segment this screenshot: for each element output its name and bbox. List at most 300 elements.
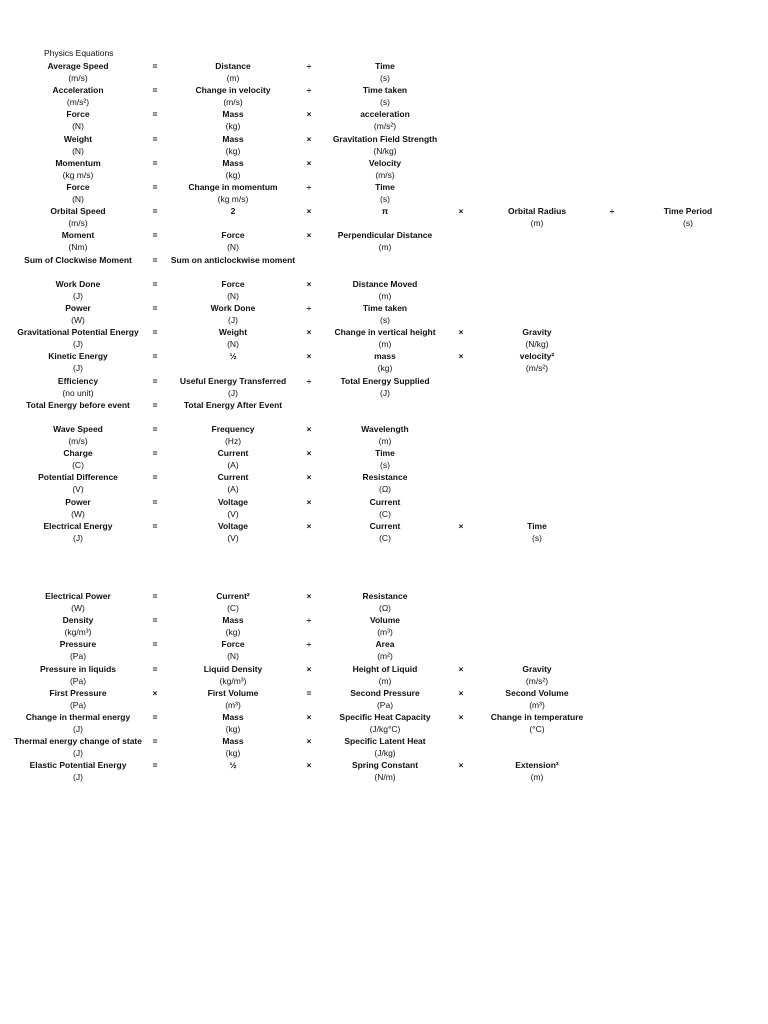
equation-term [145, 399, 321, 411]
term-unit: (kg) [225, 748, 241, 759]
equation-operator: ÷ [306, 639, 312, 650]
equation-term [145, 133, 321, 157]
term-unit: (m/s²) [525, 675, 549, 686]
equation-term [0, 496, 166, 520]
term-label: Useful Energy Transferred [179, 375, 287, 386]
equation-operator: × [306, 663, 312, 674]
equation-term [145, 326, 321, 350]
equation-operator: × [458, 206, 464, 217]
term-label: Force [66, 182, 90, 192]
equation-term [297, 447, 473, 471]
term-unit: (s) [380, 97, 390, 108]
term-unit: (Nm) [68, 242, 88, 253]
equation-term [0, 520, 166, 544]
term-label: Time [375, 61, 395, 71]
term-label: Thermal energy change of state [13, 736, 142, 747]
term-label: Specific Heat Capacity [339, 712, 431, 722]
term-unit: (kg) [225, 145, 241, 156]
term-label: Current [369, 520, 401, 531]
term-label: Acceleration [52, 85, 104, 96]
term-unit: (J) [380, 387, 390, 398]
equation-term [145, 60, 321, 84]
equation-term [297, 278, 473, 302]
term-unit: (s) [380, 460, 390, 471]
term-unit: (m/s) [68, 436, 88, 446]
term-unit: (m) [378, 675, 392, 686]
equation-term [0, 663, 166, 687]
equation-operator: × [306, 327, 312, 338]
equation-term [145, 759, 321, 771]
equation-operator: = [152, 85, 158, 96]
equation-term [297, 590, 473, 614]
equation-operator: × [458, 760, 464, 771]
equation-term [297, 759, 473, 783]
equation-term [145, 447, 321, 471]
equation-term [145, 711, 321, 735]
term-label: Elastic Potential Energy [29, 760, 127, 771]
term-label: Electrical Power [45, 591, 111, 601]
term-label: Mass [222, 712, 244, 722]
equation-operator: = [152, 712, 158, 722]
term-unit: (m/s) [68, 218, 88, 229]
equation-term [0, 60, 166, 84]
term-label: Pressure in liquids [39, 663, 117, 674]
term-unit: (C) [379, 532, 391, 543]
equation-term [297, 133, 473, 157]
equation-operator: = [152, 61, 158, 71]
term-unit: (C) [379, 508, 391, 519]
term-label: ½ [229, 351, 237, 362]
equation-operator: ÷ [306, 182, 312, 192]
equation-operator: × [306, 157, 312, 168]
term-unit: (m) [378, 436, 392, 446]
equation-term [0, 423, 166, 447]
equation-operator: ÷ [306, 615, 312, 626]
equation-term [449, 711, 625, 735]
term-label: mass [374, 351, 396, 362]
term-unit: (kg) [225, 169, 241, 180]
term-label: acceleration [360, 109, 410, 120]
term-unit: (J) [73, 748, 83, 759]
equation-term [449, 759, 625, 783]
equation-term [145, 423, 321, 447]
equation-term [297, 471, 473, 495]
term-unit: (A) [227, 484, 239, 495]
term-label: Mass [222, 133, 244, 144]
equation-operator: × [458, 663, 464, 674]
term-label: Total Energy Supplied [340, 375, 430, 386]
term-unit: (V) [227, 508, 239, 519]
term-label: Current² [216, 591, 250, 601]
equation-term [297, 375, 473, 399]
equation-term [0, 350, 166, 374]
term-label: Gravity [522, 327, 552, 338]
term-label: Specific Latent Heat [344, 736, 426, 747]
equation-term [0, 711, 166, 735]
term-unit: (kg m/s) [217, 194, 249, 204]
equation-term [297, 326, 473, 350]
term-unit: (kg) [225, 121, 241, 132]
term-label: Mass [222, 109, 244, 120]
equation-operator: = [152, 736, 158, 747]
equation-term [145, 205, 321, 217]
equation-term [0, 84, 166, 108]
equation-operator: = [152, 615, 158, 626]
term-unit: (W) [71, 315, 85, 325]
term-label: Mass [222, 157, 244, 168]
term-label: Efficiency [57, 375, 99, 386]
term-unit: (m³) [377, 627, 393, 638]
term-label: Extension² [515, 760, 559, 771]
term-label: Force [221, 278, 245, 289]
equation-operator: × [306, 351, 312, 362]
term-unit: (J) [73, 290, 83, 301]
term-unit: (m/s²) [66, 97, 90, 108]
term-label: Density [62, 615, 94, 626]
term-label: Resistance [362, 472, 408, 483]
term-unit: (m/s) [223, 97, 243, 108]
term-label: Wave Speed [53, 424, 103, 434]
equation-operator: = [152, 496, 158, 507]
term-unit: (C) [227, 603, 239, 613]
equation-term [145, 229, 321, 253]
term-label: Gravity [522, 663, 552, 674]
equation-term [297, 302, 473, 326]
equation-term [297, 108, 473, 132]
equation-operator: = [152, 472, 158, 483]
term-unit: (N) [72, 121, 84, 132]
term-label: Total Energy After Event [183, 399, 283, 410]
equation-operator: × [458, 520, 464, 531]
term-label: Current [217, 472, 249, 483]
term-unit: (N) [227, 651, 239, 662]
equation-term [145, 108, 321, 132]
term-unit: (J) [73, 339, 83, 350]
term-label: Time taken [362, 85, 408, 96]
term-label: Time [375, 182, 395, 192]
equation-term [145, 84, 321, 108]
term-label: Spring Constant [351, 760, 419, 771]
equation-operator: × [306, 760, 312, 771]
term-unit: (J) [228, 387, 238, 398]
equation-term [145, 181, 321, 205]
term-unit: (W) [71, 603, 85, 613]
equation-term [0, 447, 166, 471]
term-unit: (N) [227, 290, 239, 301]
term-label: Height of Liquid [352, 663, 418, 674]
term-unit: (m) [530, 772, 544, 783]
page-title: Physics Equations [44, 48, 114, 58]
equation-term [145, 520, 321, 544]
equation-term [297, 614, 473, 638]
equation-term [145, 302, 321, 326]
term-label: Liquid Density [203, 663, 263, 674]
term-unit: (s) [380, 315, 390, 325]
equation-operator: = [152, 351, 158, 362]
equation-term [600, 205, 768, 229]
equation-term [297, 181, 473, 205]
term-unit: (m²) [377, 651, 393, 662]
term-unit: (kg) [377, 363, 393, 374]
equation-term [297, 350, 473, 374]
term-unit: (C) [72, 460, 84, 471]
term-label: Sum on anticlockwise moment [170, 254, 296, 265]
equation-term [145, 590, 321, 614]
term-label: Current [369, 496, 401, 507]
equation-operator: × [306, 472, 312, 483]
equation-operator: = [152, 230, 158, 241]
term-unit: (s) [683, 218, 693, 229]
equation-operator: = [152, 639, 158, 650]
term-label: Current [217, 448, 249, 459]
equation-term [145, 350, 321, 362]
term-unit: (kg/m³) [219, 675, 247, 686]
term-unit: (s) [532, 532, 542, 543]
equation-term [145, 735, 321, 759]
equation-operator: = [152, 448, 158, 459]
equation-term [145, 254, 321, 266]
term-label: Resistance [362, 591, 408, 601]
term-unit: (J) [228, 315, 238, 325]
equation-term [0, 326, 166, 350]
term-unit: (N/kg) [373, 145, 397, 156]
term-label: Change in velocity [195, 85, 271, 96]
equation-term [449, 520, 625, 544]
equation-term [0, 375, 166, 399]
term-unit: (J) [73, 532, 83, 543]
term-label: Distance Moved [352, 278, 418, 289]
term-label: Time taken [362, 303, 408, 313]
equation-operator: = [152, 520, 158, 531]
term-unit: (Pa) [69, 699, 87, 710]
term-label: Second Volume [505, 687, 569, 698]
term-unit: (J/kg) [374, 748, 396, 759]
equation-term [0, 302, 166, 326]
equation-operator: = [152, 399, 158, 410]
equation-operator: × [458, 327, 464, 338]
equation-operator: × [306, 230, 312, 241]
term-unit: (Ω) [378, 603, 391, 613]
term-unit: (s) [380, 73, 390, 83]
equation-operator: = [152, 375, 158, 386]
equation-operator: = [152, 206, 158, 217]
equation-term [0, 278, 166, 302]
equation-operator: = [152, 327, 158, 338]
equation-term [0, 157, 166, 181]
equation-term [449, 326, 625, 350]
term-unit: (s) [380, 194, 390, 204]
term-label: First Pressure [49, 687, 107, 698]
equation-term [297, 60, 473, 84]
equation-operator: = [152, 182, 158, 192]
equation-operator: = [152, 278, 158, 289]
equation-term [0, 181, 166, 205]
term-label: Moment [61, 230, 95, 241]
term-label: Work Done [210, 303, 256, 313]
equation-term [145, 663, 321, 687]
term-label: Orbital Radius [507, 206, 567, 217]
term-label: Wavelength [361, 424, 409, 434]
term-label: Time Period [663, 206, 713, 217]
term-unit: (kg m/s) [62, 169, 94, 180]
term-label: Voltage [217, 496, 249, 507]
equation-operator: × [306, 424, 312, 434]
equation-term [449, 663, 625, 687]
equation-operator: × [306, 736, 312, 747]
equation-term [145, 471, 321, 495]
equation-operator: × [306, 591, 312, 601]
term-unit: (N) [72, 145, 84, 156]
term-unit: (Pa) [376, 699, 394, 710]
term-label: Time [527, 520, 547, 531]
term-unit: (N) [72, 194, 84, 204]
equation-operator: ÷ [306, 85, 312, 96]
equation-operator: × [306, 496, 312, 507]
equation-term [0, 590, 166, 614]
equation-term [297, 735, 473, 759]
equation-term [297, 205, 473, 217]
term-label: Voltage [217, 520, 249, 531]
term-unit: (m/s²) [373, 121, 397, 132]
term-label: Velocity [368, 157, 402, 168]
equation-operator: × [306, 520, 312, 531]
equation-operator: = [152, 424, 158, 434]
term-label: Frequency [211, 424, 255, 434]
term-label: Charge [63, 448, 93, 459]
term-label: Work Done [55, 278, 101, 289]
term-label: Force [221, 639, 245, 650]
term-label: Time [375, 448, 395, 459]
equation-operator: = [152, 109, 158, 120]
equation-operator: = [152, 760, 158, 771]
term-unit: (m³) [225, 699, 241, 710]
term-unit: (J/kg°C) [369, 724, 401, 734]
equation-term [0, 254, 166, 266]
equation-operator: = [152, 591, 158, 601]
term-unit: (kg) [225, 724, 241, 734]
equation-term [0, 638, 166, 662]
term-label: Pressure [59, 639, 97, 650]
term-label: Force [221, 230, 245, 241]
equation-operator: = [152, 133, 158, 144]
equation-operator: ÷ [306, 303, 312, 313]
term-unit: (Pa) [69, 651, 87, 662]
equation-term [0, 471, 166, 495]
equation-term [0, 399, 166, 411]
term-label: Mass [222, 736, 244, 747]
equation-term [145, 638, 321, 662]
term-unit: (m) [530, 218, 544, 229]
equation-term [449, 350, 625, 374]
term-unit: (N/m) [374, 772, 396, 783]
equation-term [145, 375, 321, 399]
term-label: Change in thermal energy [25, 712, 131, 722]
equation-term [0, 133, 166, 157]
term-unit: (J) [73, 772, 83, 783]
term-unit: (N) [227, 242, 239, 253]
term-label: Total Energy before event [26, 399, 130, 410]
equation-operator: × [458, 712, 464, 722]
term-label: First Volume [207, 687, 259, 698]
term-unit: (m/s) [68, 73, 88, 83]
equation-operator: × [306, 448, 312, 459]
term-unit: (m) [378, 339, 392, 350]
equation-term [297, 423, 473, 447]
term-unit: (W) [71, 508, 85, 519]
equation-term [145, 278, 321, 302]
term-unit: (V) [227, 532, 239, 543]
term-label: Force [66, 109, 90, 120]
term-label: Gravitational Potential Energy [17, 327, 139, 338]
equation-term [297, 520, 473, 544]
equation-term [0, 614, 166, 638]
term-label: Kinetic Energy [48, 351, 108, 362]
term-unit: (kg/m³) [64, 627, 92, 638]
term-unit: (N) [227, 339, 239, 350]
equation-operator: = [152, 254, 158, 265]
equation-operator: ÷ [306, 61, 312, 71]
equation-term [297, 157, 473, 181]
equation-operator: × [458, 687, 464, 698]
term-label: Mass [222, 615, 244, 626]
term-unit: (m/s) [375, 169, 395, 180]
equation-operator: × [152, 687, 158, 698]
equation-term [0, 108, 166, 132]
equation-term [297, 229, 473, 253]
term-unit: (J) [73, 724, 83, 734]
equation-operator: × [306, 133, 312, 144]
term-label: Change in temperature [490, 712, 584, 722]
equation-term [145, 496, 321, 520]
term-unit: (°C) [529, 724, 545, 734]
term-label: Perpendicular Distance [337, 230, 433, 241]
equation-term [449, 687, 625, 711]
equation-term [297, 638, 473, 662]
equation-operator: ÷ [609, 206, 615, 217]
equation-operator: × [306, 278, 312, 289]
term-label: π [381, 206, 389, 217]
term-label: Momentum [55, 157, 101, 168]
term-unit: (Ω) [378, 484, 391, 495]
term-label: velocity² [519, 351, 555, 362]
equation-term [145, 157, 321, 181]
equation-term [0, 205, 166, 229]
equation-term [0, 687, 166, 711]
equation-operator: × [306, 206, 312, 217]
term-unit: (m) [226, 73, 240, 83]
term-label: Second Pressure [350, 687, 420, 698]
equation-term [0, 759, 166, 783]
equation-term [297, 687, 473, 711]
equation-operator: = [152, 663, 158, 674]
term-label: Distance [215, 61, 251, 71]
equation-operator: × [306, 109, 312, 120]
term-label: Potential Difference [38, 472, 118, 483]
term-label: Electrical Energy [43, 520, 113, 531]
equation-term [449, 205, 625, 229]
term-unit: (m³) [529, 699, 545, 710]
equation-term [0, 735, 166, 759]
term-unit: (Hz) [224, 436, 242, 446]
term-label: Power [65, 303, 91, 313]
term-label: Gravitation Field Strength [332, 133, 438, 144]
term-unit: (Pa) [69, 675, 87, 686]
equation-term [145, 687, 321, 711]
equation-operator: ÷ [306, 375, 312, 386]
term-label: Change in vertical height [334, 327, 436, 338]
term-unit: (m) [378, 242, 392, 253]
term-label: Sum of Clockwise Moment [24, 254, 132, 265]
